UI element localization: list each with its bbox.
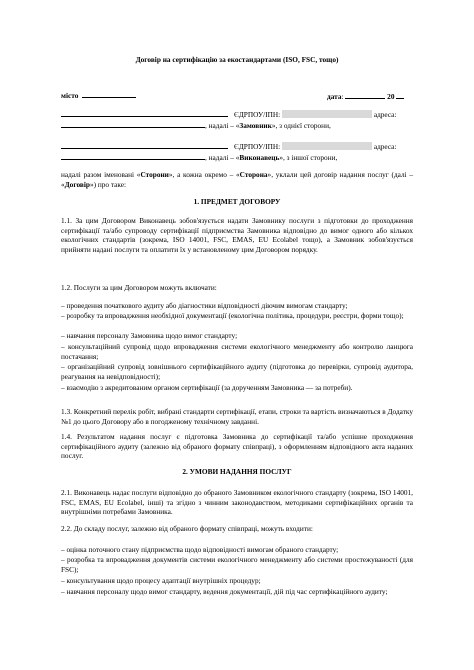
party2-address-blank[interactable] [61, 152, 205, 160]
paragraph-2-2: 2.2. До складу послуг, залежно від обраного формату співпраці, можуть входити: [61, 524, 313, 533]
party2-name-blank[interactable] [61, 141, 228, 149]
party1-role-line [205, 121, 331, 130]
party1-edrpou-label: ЄДРПОУ/ІПН: [234, 110, 281, 119]
list1-item: – консультаційний супровід щодо впровадження системи екологічного менеджменту або контролю ланцюга постачання; [61, 342, 413, 361]
list2-item: – оцінка поточного стану підприємства щодо відповідності вимогам обраного стандарту; [61, 545, 339, 554]
list2-item: – розробка та впровадження документів системи екологічного менеджменту або системи простежуваності (для FSC); [61, 555, 413, 574]
paragraph-1-2: 1.2. Послуги за цим Договором можуть включати: [61, 283, 217, 292]
party2-prefix: , надалі – « [205, 153, 240, 162]
party1-role: Замовник [239, 121, 272, 130]
section2-title: 2. УМОВИ НАДАННЯ ПОСЛУГ [182, 467, 292, 476]
party1-edrpou-row [234, 110, 396, 119]
party2-role: Виконавець [239, 153, 280, 162]
list2-item: – консультування щодо процесу адаптації внутрішніх процедур; [61, 576, 261, 585]
intro-paragraph [61, 170, 413, 189]
party1-edrpou-field[interactable] [282, 110, 372, 118]
date-colon: : [341, 92, 344, 101]
party2-edrpou-label: ЄДРПОУ/ІПН: [234, 142, 281, 151]
list1-item: – взаємодію з акредитованим органом сертифікації (за дорученням Замовника — за потреби). [61, 383, 353, 392]
intro-text-2: », а кожна окремо – « [168, 170, 240, 179]
list2-item: – навчання персоналу щодо вимог стандарту, ведення документації, дій під час сертифікаційного аудиту; [61, 587, 388, 596]
city-blank[interactable] [82, 90, 136, 98]
paragraph-1-3: 1.3. Конкретний перелік робіт, вибрані стандарти сертифікації, етапи, строки та вартість визначаються в Додатку №1 до цього Договору або в погодженому технічному завданні. [61, 407, 413, 426]
party2-role-line [205, 153, 337, 162]
party1-address-label: адреса: [373, 110, 397, 119]
intro-text-1: надалі разом іменовані « [61, 170, 141, 179]
party2-edrpou-field[interactable] [282, 142, 372, 150]
intro-side: Сторона [239, 170, 268, 179]
intro-contract: Договір [64, 179, 90, 189]
date-label: дата [327, 92, 342, 101]
intro-text-3: », уклали цей договір надання [267, 170, 365, 179]
document-title: Договір на сертифікацію за екостандартами (ISO, FSC, тощо) [135, 55, 339, 64]
intro-text-4: послуг (далі – « [61, 170, 413, 189]
date-year: 20 [387, 92, 395, 101]
party1-address-blank[interactable] [61, 120, 205, 128]
party1-prefix: , надалі – « [205, 121, 240, 130]
city-label: місто [61, 91, 79, 100]
party1-name-blank[interactable] [61, 109, 228, 117]
party2-address-label: адреса: [373, 142, 397, 151]
party1-suffix: », з однієї сторони, [271, 121, 331, 130]
paragraph-2-1: 2.1. Виконавець надає послуги відповідно до обраного Замовником екологічного стандарту (зокрема, ISO 14001, FSC, EMAS, EU Ecolabel, інші) та згідно з чинним законодавством, методиками сертифікаційних органів та внутрішніми потребами Замовника. [61, 488, 413, 517]
list1-item: – проведення початкового аудиту або діагностики відповідності діючим вимогам стандарту; [61, 301, 348, 310]
list1-item: – організаційний супровід зовнішнього сертифікаційного аудиту (підготовка до перевірки, супровід аудитора, реагування на невідповідності); [61, 362, 413, 381]
date-blank[interactable] [345, 91, 385, 99]
paragraph-1-4: 1.4. Результатом надання послуг є підготовка Замовника до сертифікації та/або успішне проходження сертифікаційного аудиту (залежно від обраного формату співпраці), з оформленням відповідного акта наданих послуг. [61, 432, 413, 461]
date-row [327, 91, 404, 101]
party2-edrpou-row [234, 142, 396, 151]
intro-text-5: ») про таке: [89, 179, 127, 189]
section1-title: 1. ПРЕДМЕТ ДОГОВОРУ [193, 197, 281, 206]
party2-suffix: », з іншої сторони, [279, 153, 338, 162]
list1-item: – навчання персоналу Замовника щодо вимог стандарту; [61, 331, 238, 340]
year-blank[interactable] [396, 91, 404, 99]
intro-sides: Сторони [140, 170, 169, 179]
list1-item: – розробку та впровадження необхідної документації (екологічна політика, процедури, реєстри, форми тощо); [61, 311, 404, 320]
paragraph-1-1: 1.1. За цим Договором Виконавець зобов'язується надати Замовнику послуги з підготовки до проходження сертифікації та/або супроводу сертифікації підприємства Замовника відповідно до вимог одного або кількох екологічних стандартів (зокрема, ISO 14001, FSC, EMAS, EU Ecolabel тощо), а Замовник зобов'язується прийняти надані послуги та оплатити їх у встановленому цим Договором порядку. [61, 216, 413, 254]
